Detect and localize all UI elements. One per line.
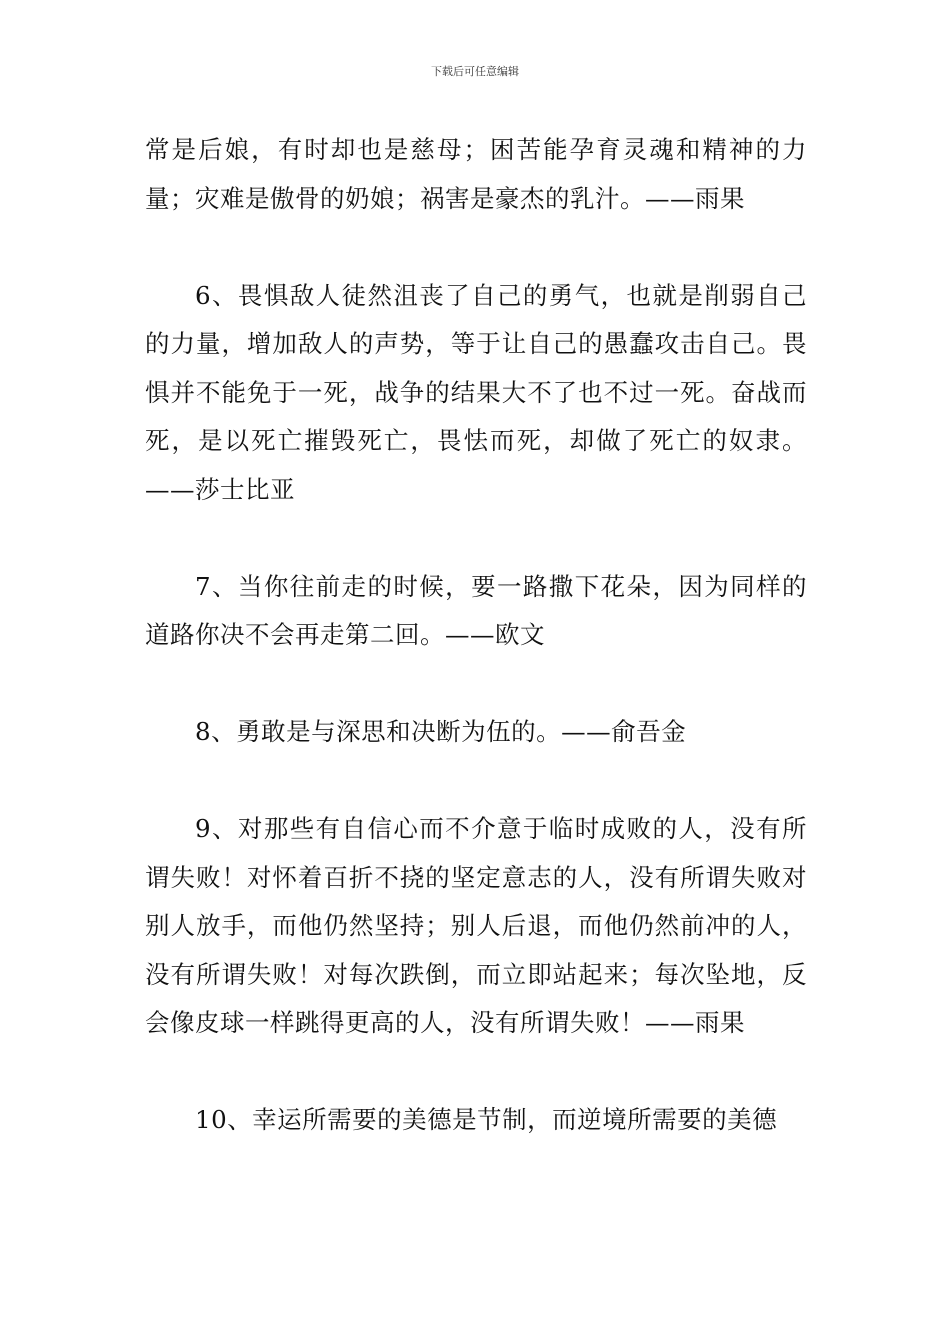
paragraph-quote-7: 7、当你往前走的时候，要一路撒下花朵，因为同样的道路你决不会再走第二回。——欧文 bbox=[145, 571, 807, 649]
paragraph-continuation: 常是后娘，有时却也是慈母；困苦能孕育灵魂和精神的力量；灾难是傲骨的奶娘；祸害是豪杰的乳汁。——雨果 bbox=[145, 135, 807, 213]
paragraph-quote-10: 10、幸运所需要的美德是节制，而逆境所需要的美德 bbox=[195, 1105, 778, 1134]
paragraph-gap bbox=[145, 757, 807, 806]
page-header: 下载后可任意编辑 bbox=[431, 65, 519, 78]
paragraph-gap bbox=[145, 660, 807, 709]
paragraph-gap bbox=[145, 1048, 807, 1097]
document-body bbox=[145, 126, 807, 1145]
paragraph-gap bbox=[145, 514, 807, 563]
paragraph-quote-6: 6、畏惧敌人徒然沮丧了自己的勇气，也就是削弱自己的力量，增加敌人的声势，等于让自己的愚蠢攻击自己。畏惧并不能免于一死，战争的结果大不了也不过一死。奋战而死，是以死亡摧毁死亡，畏怯而死，却做了死亡的奴隶。——莎士比亚 bbox=[145, 280, 807, 504]
paragraph-quote-8: 8、勇敢是与深思和决断为伍的。——俞吾金 bbox=[195, 717, 687, 746]
paragraph-quote-9: 9、对那些有自信心而不介意于临时成败的人，没有所谓失败！对怀着百折不挠的坚定意志的人，没有所谓失败对别人放手，而他仍然坚持；别人后退，而他仍然前冲的人，没有所谓失败！对每次跌倒，而立即站起来；每次坠地，反会像皮球一样跳得更高的人，没有所谓失败！——雨果 bbox=[145, 814, 807, 1037]
paragraph-gap bbox=[145, 223, 807, 272]
